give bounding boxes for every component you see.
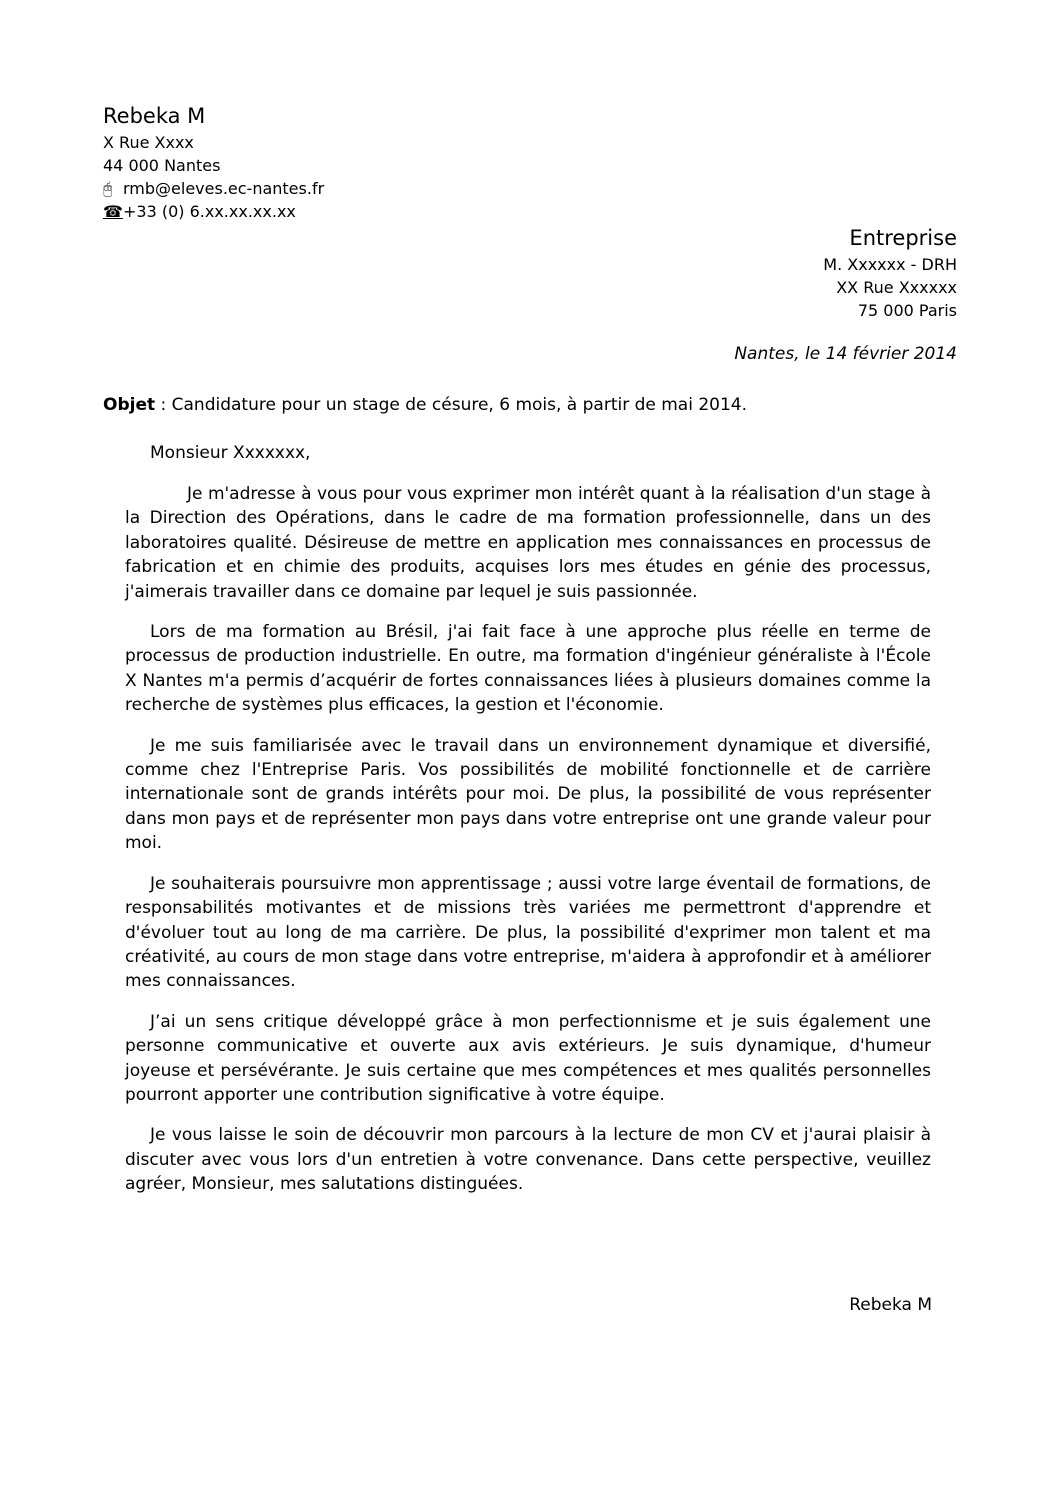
letter-subject (103, 393, 747, 417)
recipient-street: XX Rue Xxxxxx (836, 278, 957, 297)
letter-salutation: Monsieur Xxxxxxx, (150, 443, 311, 463)
body-paragraph: Lors de ma formation au Brésil, j'ai fait face à une approche plus réelle en terme de processus de production industrielle. En outre, ma formation d'ingénieur généraliste à l'École X Nantes m'a permis d’acquérir de fortes connaissances liées à plusieurs domaines comme la recherche de systèmes plus efficaces, la gestion et l'économie. (125, 622, 931, 716)
recipient-block (557, 223, 957, 322)
body-paragraph: Je vous laisse le soin de découvrir mon parcours à la lecture de mon CV et j'aurai plaisir à discuter avec vous lors d'un entretien à votre convenance. Dans cette perspective, veuillez agréer, Monsieur, mes salutations distinguées. (125, 1125, 931, 1195)
mouse-icon: 🖰 (103, 179, 113, 198)
sender-street: X Rue Xxxx (103, 133, 194, 152)
recipient-contact: M. Xxxxxx - DRH (823, 255, 957, 274)
recipient-company: Entreprise (849, 226, 957, 250)
letter-signature: Rebeka M (849, 1295, 932, 1315)
sender-city: 44 000 Nantes (103, 156, 221, 175)
sender-email: rmb@eleves.ec-nantes.fr (123, 179, 325, 198)
sender-phone-line (103, 200, 503, 223)
body-paragraph: Je me suis familiarisée avec le travail dans un environnement dynamique et diversifié, comme chez l'Entreprise Paris. Vos possibilités de mobilité fonctionnelle et de carrière internationale sont de grands intérêts pour moi. De plus, la possibilité de vous représenter dans mon pays et de représenter mon pays dans votre entreprise ont une grande valeur pour moi. (125, 735, 931, 854)
body-paragraph: Je souhaiterais poursuivre mon apprentissage ; aussi votre large éventail de formations, de responsabilités motivantes et de missions très variées me permettront d'apprendre et d'évoluer tout au long de ma carrière. De plus, la possibilité d'exprimer mon talent et ma créativité, au cours de mon stage dans votre entreprise, m'aidera à approfondir et à améliorer mes connaissances. (125, 873, 931, 992)
sender-email-line (103, 177, 503, 200)
sender-block (103, 101, 503, 223)
body-paragraph: Je m'adresse à vous pour vous exprimer mon intérêt quant à la réalisation d'un stage à la Direction des Opérations, dans le cadre de ma formation professionnelle, dans un des laboratoires qualité. Désireuse de mettre en application mes connaissances en processus de fabrication et en chimie des produits, acquises lors mes études en génie des processus, j'aimerais travailler dans ce domaine par lequel je suis passionnée. (125, 484, 931, 602)
letter-body (125, 482, 931, 1213)
letter-date: Nantes, le 14 février 2014 (734, 344, 957, 364)
phone-icon: ☎ (103, 202, 123, 221)
recipient-city: 75 000 Paris (857, 301, 957, 320)
body-paragraph: J’ai un sens critique développé grâce à mon perfectionnisme et je suis également une personne communicative et ouverte aux avis extérieurs. Je suis dynamique, d'humeur joyeuse et persévérante. Je suis certaine que mes compétences et mes qualités personnelles pourront apporter une contribution significative à votre équipe. (125, 1011, 931, 1105)
subject-label: Objet (103, 395, 156, 415)
subject-text: : Candidature pour un stage de césure, 6 mois, à partir de mai 2014. (155, 395, 748, 415)
sender-phone: +33 (0) 6.xx.xx.xx.xx (123, 202, 296, 221)
sender-name: Rebeka M (103, 104, 206, 128)
